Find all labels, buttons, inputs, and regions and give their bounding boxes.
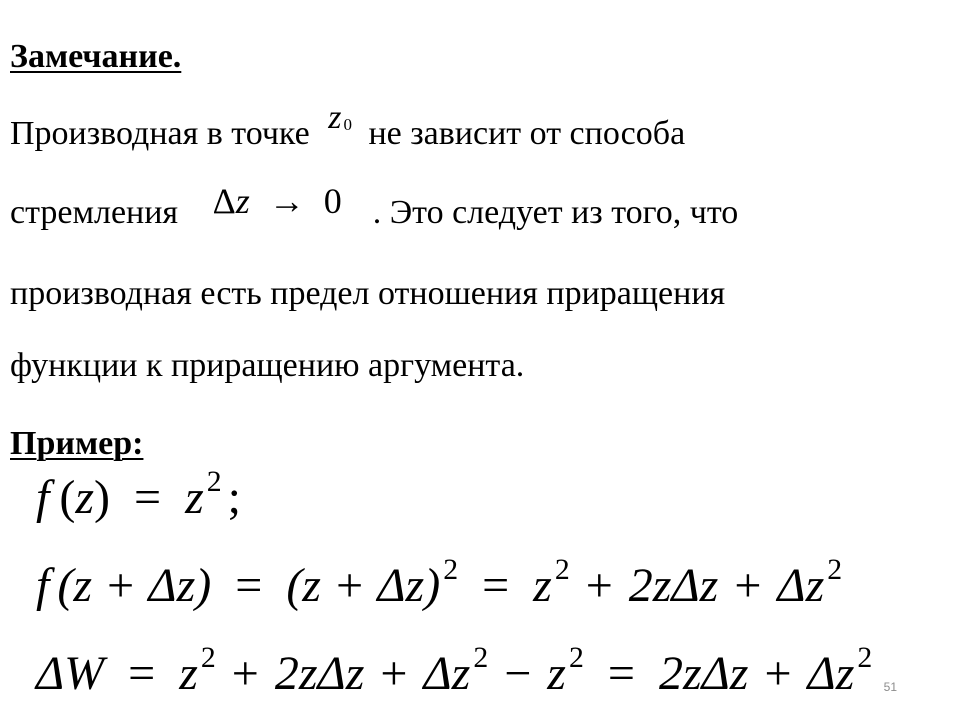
delta-symbol: Δ: [212, 181, 236, 221]
eq3-term-dz-2: Δz: [807, 647, 855, 700]
eq3-equals-1: =: [128, 647, 156, 700]
eq1-z-squared: z: [185, 471, 204, 524]
eq3-plus-3: +: [764, 647, 792, 700]
eq2-binomial-exponent: 2: [443, 552, 459, 586]
eq1-rparen: ): [94, 471, 110, 524]
remark-line-2-end: . Это следует из того, что: [372, 194, 739, 231]
eq3-term-z-2-exponent: 2: [568, 640, 584, 674]
remark-line-2-start: стремления: [10, 194, 179, 231]
eq1-exponent: 2: [206, 464, 222, 498]
equation-2: [36, 552, 843, 613]
equation-1: [36, 464, 241, 525]
eq2-binomial: (z + Δz): [286, 559, 441, 612]
eq2-term-2zdz: 2zΔz: [628, 559, 719, 612]
eq2-plus-2: +: [734, 559, 762, 612]
eq3-plus-1: +: [231, 647, 259, 700]
remark-line-4: функции к приращению аргумента.: [10, 347, 525, 384]
eq3-term-z: z: [179, 647, 198, 700]
eq3-term-z-2: z: [547, 647, 566, 700]
eq2-lhs-argument: (z + Δz): [57, 559, 212, 612]
remark-line-2: [10, 181, 739, 232]
z0-sub: 0: [343, 114, 352, 134]
remark-title: Замечание.: [10, 38, 182, 75]
example-title: Пример:: [10, 425, 144, 462]
eq2-term-dz: Δz: [777, 559, 825, 612]
remark-line-1-start: Производная в точке: [10, 115, 310, 152]
eq2-equals-2: =: [482, 559, 510, 612]
eq3-minus: −: [504, 647, 532, 700]
equation-3: [36, 640, 873, 701]
eq1-equals: =: [134, 471, 162, 524]
eq2-term-dz-exponent: 2: [827, 552, 843, 586]
eq2-term-z: z: [533, 559, 552, 612]
eq3-term-dz: Δz: [423, 647, 471, 700]
eq2-f: f: [36, 559, 50, 612]
eq1-lparen: (: [59, 471, 76, 524]
z0-symbol: [328, 99, 360, 136]
arrow-symbol: →: [268, 181, 305, 221]
remark-line-1-end: не зависит от способа: [368, 115, 686, 152]
eq3-term-dz-exponent: 2: [473, 640, 489, 674]
eq3-equals-2: =: [607, 647, 635, 700]
eq1-semicolon: ;: [227, 471, 241, 524]
delta-z-to-zero: [213, 181, 351, 221]
remark-line-1: [10, 99, 686, 153]
eq2-equals-1: =: [235, 559, 263, 612]
eq1-z: z: [75, 471, 95, 524]
eq3-term-2zdz-2: 2zΔz: [658, 647, 749, 700]
eq3-plus-2: +: [380, 647, 408, 700]
eq3-lhs: ΔW: [36, 647, 105, 700]
eq2-plus-1: +: [585, 559, 613, 612]
page-number: 51: [883, 680, 897, 694]
eq3-term-2zdz: 2zΔz: [274, 647, 365, 700]
eq3-term-dz-2-exponent: 2: [857, 640, 873, 674]
eq2-term-z-exponent: 2: [554, 552, 570, 586]
remark-line-3: производная есть предел отношения приращения: [10, 275, 726, 312]
limit-value: 0: [323, 181, 342, 221]
eq3-term-z-exponent: 2: [200, 640, 216, 674]
eq1-f: f: [36, 471, 50, 524]
delta-z-var: z: [235, 181, 250, 221]
z0-var: z: [328, 99, 342, 136]
